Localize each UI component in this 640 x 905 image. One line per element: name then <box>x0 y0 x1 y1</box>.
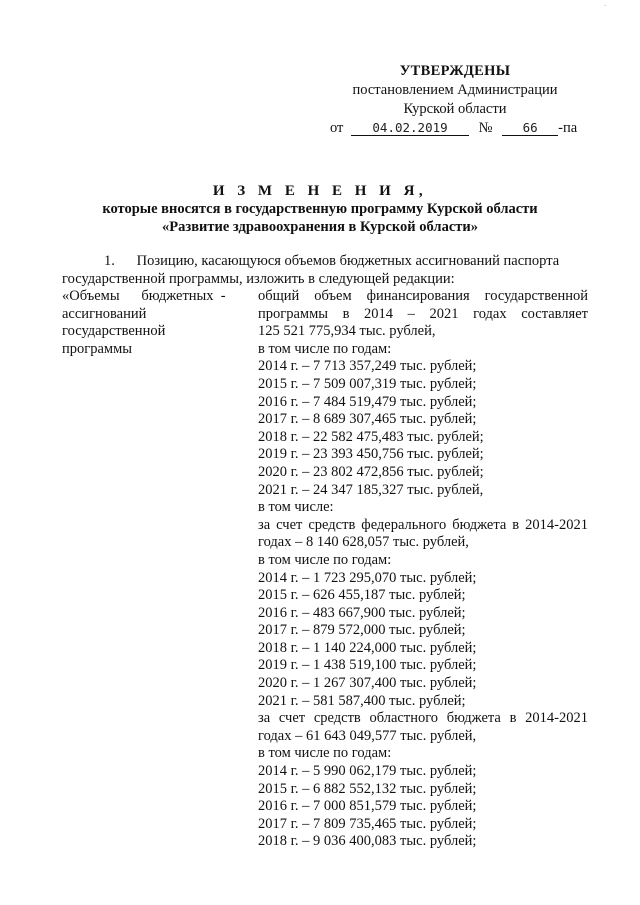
total-year-2019: 2019 г. – 23 393 450,756 тыс. рублей; <box>258 446 484 463</box>
regional-line-1: за счет средств областного бюджета в 2014-2021 <box>258 710 588 727</box>
passport-position-label <box>62 288 250 358</box>
left-line-1: «Объемы бюджетных - <box>62 288 226 304</box>
total-year-2015: 2015 г. – 7 509 007,319 тыс. рублей; <box>258 375 477 392</box>
federal-year-2019: 2019 г. – 1 438 519,100 тыс. рублей; <box>258 657 477 674</box>
date-value: 04.02.2019 <box>351 121 469 136</box>
federal-year-2017: 2017 г. – 879 572,000 тыс. рублей; <box>258 622 466 639</box>
approval-line-2: Курской области <box>403 101 507 117</box>
federal-line-1: за счет средств федерального бюджета в 2014-2021 <box>258 516 588 533</box>
number-sign: № <box>478 120 493 136</box>
federal-year-2014: 2014 г. – 1 723 295,070 тыс. рублей; <box>258 569 477 586</box>
approval-date-line <box>330 119 580 138</box>
federal-line-2: годах – 8 140 628,057 тыс. рублей, <box>258 534 469 551</box>
federal-year-2020: 2020 г. – 1 267 307,400 тыс. рублей; <box>258 675 477 692</box>
total-year-2017: 2017 г. – 8 689 307,465 тыс. рублей; <box>258 411 477 428</box>
date-prefix: от <box>330 120 344 136</box>
funding-details <box>258 288 588 851</box>
corner-mark: · <box>604 2 607 10</box>
total-line-1: общий объем финансирования государственной <box>258 288 588 304</box>
document-heading <box>0 182 640 236</box>
heading-line-1: которые вносятся в государственную программу Курской области <box>102 201 538 217</box>
federal-year-2016: 2016 г. – 483 667,900 тыс. рублей; <box>258 604 466 621</box>
left-line-2: ассигнований <box>62 305 147 322</box>
total-line-2: программы в 2014 – 2021 годах составляет <box>258 305 588 322</box>
total-year-2020: 2020 г. – 23 802 472,856 тыс. рублей; <box>258 463 484 480</box>
left-line-4: программы <box>62 340 132 357</box>
federal-year-2021: 2021 г. – 581 587,400 тыс. рублей; <box>258 692 466 709</box>
including-label: в том числе: <box>258 499 334 516</box>
total-value: 125 521 775,934 тыс. рублей, <box>258 323 436 340</box>
number-value: 66 <box>502 121 558 136</box>
total-year-2021: 2021 г. – 24 347 185,327 тыс. рублей, <box>258 481 484 498</box>
regional-year-2017: 2017 г. – 7 809 735,465 тыс. рублей; <box>258 815 477 832</box>
total-year-2014: 2014 г. – 7 713 357,249 тыс. рублей; <box>258 358 477 375</box>
regional-year-2015: 2015 г. – 6 882 552,132 тыс. рублей; <box>258 780 477 797</box>
regional-year-2014: 2014 г. – 5 990 062,179 тыс. рублей; <box>258 763 477 780</box>
federal-by-years-label: в том числе по годам: <box>258 551 392 568</box>
heading-title: И З М Е Н Е Н И Я, <box>212 183 428 199</box>
approval-stamp <box>330 62 580 138</box>
heading-line-2: «Развитие здравоохранения в Курской области» <box>162 219 478 235</box>
number-suffix: -па <box>558 120 578 136</box>
total-year-2016: 2016 г. – 7 484 519,479 тыс. рублей; <box>258 393 477 410</box>
federal-year-2015: 2015 г. – 626 455,187 тыс. рублей; <box>258 587 466 604</box>
regional-by-years-label: в том числе по годам: <box>258 745 392 762</box>
regional-line-2: годах – 61 643 049,577 тыс. рублей, <box>258 727 477 744</box>
total-year-2018: 2018 г. – 22 582 475,483 тыс. рублей; <box>258 428 484 445</box>
regional-year-2016: 2016 г. – 7 000 851,579 тыс. рублей; <box>258 798 477 815</box>
approval-title: УТВЕРЖДЕНЫ <box>399 63 511 79</box>
paragraph-1 <box>62 252 590 288</box>
by-years-label: в том числе по годам: <box>258 340 392 357</box>
paragraph-line-2: государственной программы, изложить в следующей редакции: <box>62 271 455 287</box>
regional-year-2018: 2018 г. – 9 036 400,083 тыс. рублей; <box>258 833 477 850</box>
paragraph-line-1: 1. Позицию, касающуюся объемов бюджетных ассигнований паспорта <box>104 253 560 269</box>
federal-year-2018: 2018 г. – 1 140 224,000 тыс. рублей; <box>258 639 477 656</box>
approval-line-1: постановлением Администрации <box>352 82 558 98</box>
left-line-3: государственной <box>62 323 166 339</box>
